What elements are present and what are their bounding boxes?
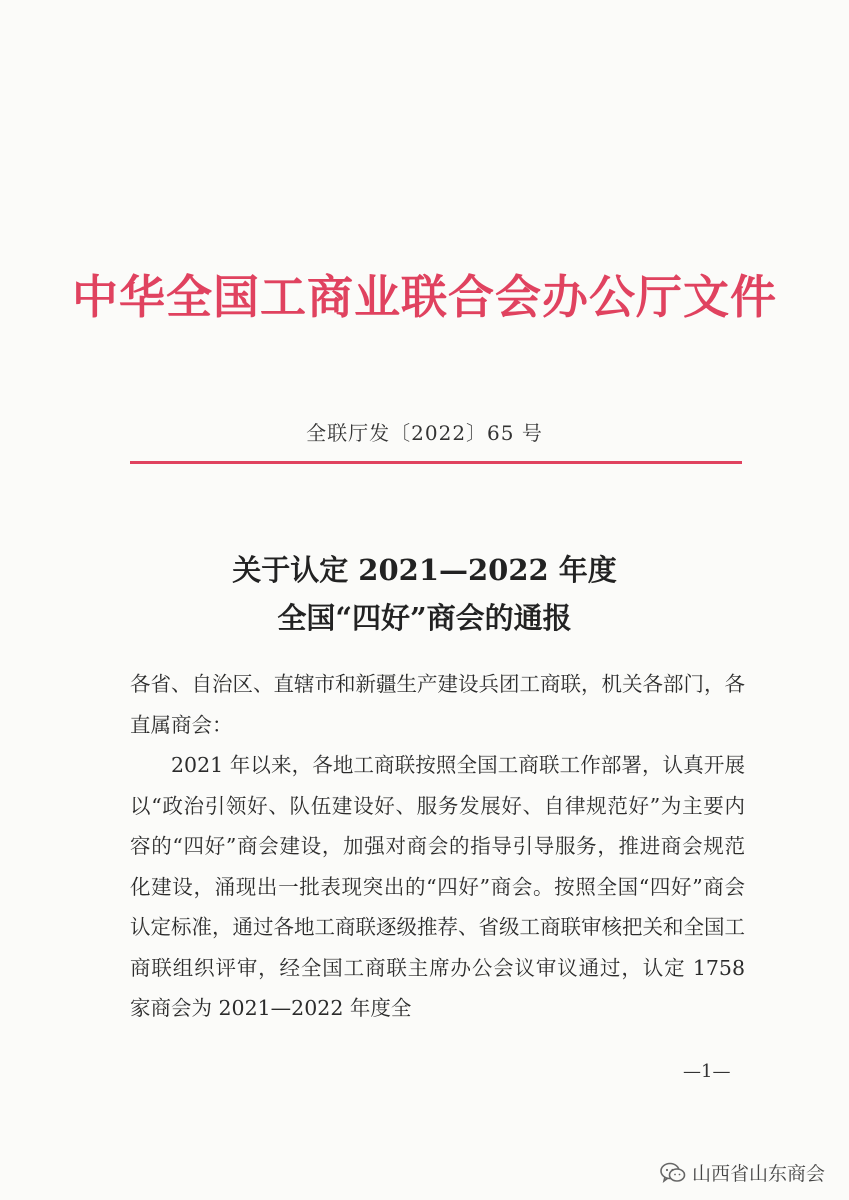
paragraph-1: 2021 年以来，各地工商联按照全国工商联工作部署，认真开展以“政治引领好、队伍建设好、服务发展好、自律规范好”为主要内容的“四好”商会建设，加强对商会的指导引导服务，推进商会规范化建设，涌现出一批表现突出的“四好”商会。按照全国“四好”商会认定标准，通过各地工商联逐级推荐、省级工商联审核把关和全国工商联组织评审，经全国工商联主席办公会议审议通过，认定 1758 家商会为 2021—2022 年度全 <box>130 753 745 1020</box>
notice-title-line-1: 关于认定 2021—2022 年度 <box>232 553 617 587</box>
watermark <box>660 1159 825 1186</box>
page-number: —1— <box>683 1061 731 1082</box>
document-number: 全联厅发〔2022〕65 号 <box>306 421 543 445</box>
recipients: 各省、自治区、直辖市和新疆生产建设兵团工商联，机关各部门，各直属商会： <box>130 672 745 737</box>
red-divider <box>130 461 742 464</box>
notice-title <box>0 546 849 642</box>
header-title: 中华全国工商业联合会办公厅文件 <box>72 270 777 324</box>
body-text <box>130 664 745 1029</box>
wechat-icon <box>660 1162 686 1184</box>
notice-title-line-2: 全国“四好”商会的通报 <box>277 601 572 635</box>
watermark-label: 山西省山东商会 <box>691 1163 825 1185</box>
